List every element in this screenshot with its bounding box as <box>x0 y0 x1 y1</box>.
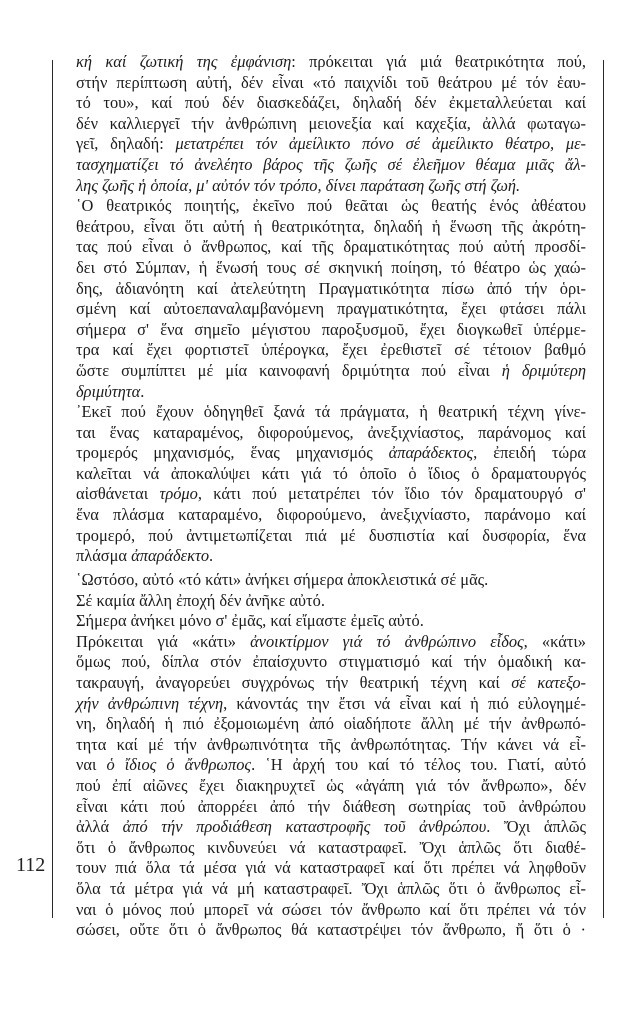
text-line <box>76 176 586 197</box>
page-number: 112 <box>16 854 46 876</box>
text-line <box>76 299 586 320</box>
text-line <box>76 423 586 444</box>
text-line <box>76 652 586 673</box>
text-line <box>76 340 586 361</box>
text-segment: τρομερός μηχανισμός, ἕνας μηχανισμός <box>76 443 389 463</box>
text-segment: τακραυγή, ἀναγορεύει συγχρόνως τήν θεατρική τέχνη καί <box>76 672 512 692</box>
text-line <box>76 196 586 217</box>
italic-text: ἡ δριμύτερη <box>501 360 586 380</box>
text-segment: ῾Ο θεατρικός ποιητής, ἐκεῖνο πού θεᾶται ὡς θεατής ἑνός ἀθέατου <box>76 196 586 216</box>
italic-text: ἀπαράδεκτος <box>388 443 474 463</box>
text-line <box>76 464 586 485</box>
text-segment: ὅτι ὁ ἄνθρωπος κινδυνεύει νά καταστραφεῖ. Ὄχι ἁπλῶς ὅτι διαθέ- <box>76 837 586 857</box>
text-line <box>76 155 586 176</box>
text-segment: . ῾Η ἀρχή του καί τό τέλος του. Γιατί, αὐτό <box>251 755 587 775</box>
text-segment: σμένη καί αὐτοεπαναλαμβανόμενη πραγματικότητα, ἔχει φτάσει πάλι <box>76 299 586 319</box>
text-segment: ὥστε συμπίπτει μέ μία καινοφανή δριμύτητα πού εἶναι <box>76 360 502 380</box>
text-line <box>76 52 586 73</box>
text-segment: σήμερα σ' ἕνα σημεῖο μέγιστου παροξυσμοῦ, ἔχει διογκωθεῖ ὑπέρμε- <box>76 319 586 339</box>
text-segment: ναι ὁ μόνος πού μπορεῖ νά σώσει τόν ἄνθρωπο καί ὅτι πρέπει νά τόν <box>76 899 586 919</box>
text-line <box>76 900 586 921</box>
text-segment: δέν καλλιεργεῖ τήν ἀνθρώπινη μειονεξία καί καχεξία, ἀλλά φωταγω- <box>76 113 586 133</box>
text-segment: τας πού εἶναι ὁ ἄνθρωπος, καί τῆς δραματικότητας πού αὐτή προσδί- <box>76 237 586 257</box>
text-line <box>76 382 586 403</box>
text-segment: τητα καί μέ τήν ἀνθρωπινότητα τῆς ἀνθρωπότητας. Τήν κάνει νά εἶ- <box>76 734 586 754</box>
italic-text: χήν ἀνθρώπινη τέχνη <box>76 693 224 713</box>
italic-text: σέ κατεξο- <box>511 672 586 692</box>
paragraph-block-2 <box>76 570 586 941</box>
text-segment: . <box>209 546 214 566</box>
text-segment: τρα καί ἔχει φορτιστεῖ ὑπέρογκα, ἔχει ἐρεθιστεῖ σέ τέτοιον βαθμό <box>76 340 586 360</box>
italic-text: ἀπό τήν προδιάθεση καταστροφῆς τοῦ ἀνθρώπου <box>122 817 487 837</box>
text-segment: αἰσθάνεται <box>76 484 160 504</box>
text-line <box>76 114 586 135</box>
text-line <box>76 673 586 694</box>
text-line <box>76 591 586 612</box>
text-segment: , «κάτι» <box>523 631 586 651</box>
text-line <box>76 237 586 258</box>
text-line <box>76 858 586 879</box>
text-segment: τό του», καί πού δέν διασκεδάζει, δηλαδή δέν ἐκμεταλλεύεται καί <box>76 93 586 113</box>
text-line <box>76 546 586 567</box>
text-segment: , ἐπειδή τώρα <box>473 443 586 463</box>
text-segment: νη, δηλαδή ἡ πιό ἐξομοιωμένη ἀπό οἱαδήποτε ἄλλη μέ τήν ἀνθρωπό- <box>76 714 586 734</box>
text-segment: ῾Ωστόσο, αὐτό «τό κάτι» ἀνήκει σήμερα ἀποκλειστικά σέ μᾶς. <box>76 570 489 589</box>
text-line <box>76 443 586 464</box>
left-margin-rule <box>52 60 53 918</box>
text-segment: πού ἐπί αἰῶνες ἔχει διακηρυχτεῖ ὡς «ἀγάπη γιά τόν ἄνθρωπο», δέν <box>76 775 586 795</box>
text-segment: Σήμερα ἀνήκει μόνο σ' ἐμᾶς, καί εἴμαστε ἐμεῖς αὐτό. <box>76 611 424 631</box>
text-line <box>76 694 586 715</box>
text-line <box>76 526 586 547</box>
italic-text: τασχηματίζει τό ἀνελέητο βάρος τῆς ζωῆς σέ ἐλεῆμον θέαμα μιᾶς ἄλ- <box>76 154 586 174</box>
text-line <box>76 920 586 941</box>
text-line <box>76 817 586 838</box>
right-margin-rule <box>603 60 604 918</box>
text-line <box>76 134 586 155</box>
text-line <box>76 776 586 797</box>
paragraph-block-1 <box>76 52 586 567</box>
text-segment: ὅμως πού, δίπλα στόν ἐπαίσχυντο στιγματισμό καί τήν ὁμαδική κα- <box>76 652 586 672</box>
text-segment: δης, ἀδιανόητη καί ἀτελεύτητη Πραγματικότητα πίσω ἀπό τήν ὁρι- <box>76 278 586 298</box>
text-segment: : πρόκειται γιά μιά θεατρικότητα πού, <box>291 52 586 71</box>
text-segment: ται ἕνας καταραμένος, διφορούμενος, ἀνεξιχνίαστος, παράνομος καί <box>76 422 586 442</box>
italic-text: ἀπαράδεκτο <box>131 546 210 566</box>
text-segment: γεῖ, δηλαδή: <box>76 134 176 154</box>
text-segment: . <box>140 381 145 401</box>
text-segment: ναι <box>76 755 107 775</box>
text-line <box>76 279 586 300</box>
italic-text: ὁ ἴδιος ὁ ἄνθρωπος <box>106 755 252 775</box>
text-line <box>76 505 586 526</box>
text-segment: ἀλλά <box>76 817 123 837</box>
italic-text: τρόμο <box>159 484 198 504</box>
text-line <box>76 217 586 238</box>
text-line <box>76 320 586 341</box>
text-segment: δει στό Σύμπαν, ἡ ἕνωσή τους σέ σκηνική ποίηση, τό θέατρο ὡς χαώ- <box>76 257 586 277</box>
italic-text: κή καί ζωτική της ἐμφάνιση <box>76 52 292 71</box>
text-segment: εἶναι κάτι πού ἀπορρέει ἀπό τήν διάθεση σωτηρίας τοῦ ἀνθρώπου <box>76 796 586 816</box>
text-segment: , κάνοντάς την ἔτσι νά εἶναι καί ἡ πιό εὐλογημέ- <box>223 693 586 713</box>
text-line <box>76 797 586 818</box>
text-line <box>76 714 586 735</box>
text-line <box>76 484 586 505</box>
italic-text: δριμύτητα <box>76 381 141 401</box>
text-line <box>76 73 586 94</box>
italic-text: λης ζωῆς ἡ ὁποία, μ' αὐτόν τόν τρόπο, δίνει παράταση ζωῆς στή ζωή. <box>76 175 521 195</box>
text-line <box>76 735 586 756</box>
italic-text: ἀνοικτίρμον γιά τό ἀνθρώπινο εἶδος <box>250 631 524 651</box>
text-line <box>76 755 586 776</box>
text-segment: , κάτι πού μετατρέπει τόν ἴδιο τόν δραματουργό σ' <box>197 484 586 504</box>
text-line <box>76 879 586 900</box>
text-line <box>76 838 586 859</box>
text-line <box>76 258 586 279</box>
text-segment: ὅλα τά μέτρα γιά νά μή καταστραφεῖ. Ὄχι ἁπλῶς ὅτι ὁ ἄνθρωπος εἶ- <box>76 878 586 898</box>
text-segment: σώσει, οὔτε ὅτι ὁ ἄνθρωπος θά καταστρέψει τόν ἄνθρωπο, ἤ ὅτι ὁ · <box>76 920 586 940</box>
text-segment: στήν περίπτωση αὐτή, δέν εἶναι «τό παιχνίδι τοῦ θεάτρου μέ τόν ἑαυ- <box>76 72 586 92</box>
text-segment: πλάσμα <box>76 546 132 566</box>
italic-text: μετατρέπει τόν ἀμείλικτο πόνο σέ ἀμείλικτο θέατρο, με- <box>175 134 586 154</box>
text-segment: Πρόκειται γιά «κάτι» <box>76 631 251 651</box>
text-line <box>76 361 586 382</box>
text-segment: Σέ καμία ἄλλη ἐποχή δέν ἀνῆκε αὐτό. <box>76 590 325 610</box>
text-segment: καλεῖται νά ἀποκαλύψει κάτι γιά τό ὁποῖο ὁ ἴδιος ὁ δραματουργός <box>76 463 586 483</box>
text-segment: ᾽Εκεῖ πού ἔχουν ὁδηγηθεῖ ξανά τά πράγματα, ἡ θεατρική τέχνη γίνε- <box>76 402 586 422</box>
text-segment: τουν πιά ὅλα τά μέσα γιά νά καταστραφεῖ καί ὅτι πρέπει νά ληφθοῦν <box>76 858 586 878</box>
text-line <box>76 93 586 114</box>
text-segment: . Ὄχι ἁπλῶς <box>486 817 587 837</box>
text-line <box>76 632 586 653</box>
text-segment: θεάτρου, εἶναι ὅτι αὐτή ἡ θεατρικότητα, δηλαδή ἡ ἕνωση τῆς ἀκρότη- <box>76 216 586 236</box>
text-segment: τρομερό, πού ἀντιμετωπίζεται πιά μέ δυσπιστία καί δυσφορία, ἕνα <box>76 525 586 545</box>
text-line <box>76 402 586 423</box>
text-segment: ἕνα πλάσμα καταραμένο, διφορούμενο, ἀνεξιχνίαστο, παράνομο καί <box>76 505 586 525</box>
text-line <box>76 570 586 591</box>
text-line <box>76 611 586 632</box>
